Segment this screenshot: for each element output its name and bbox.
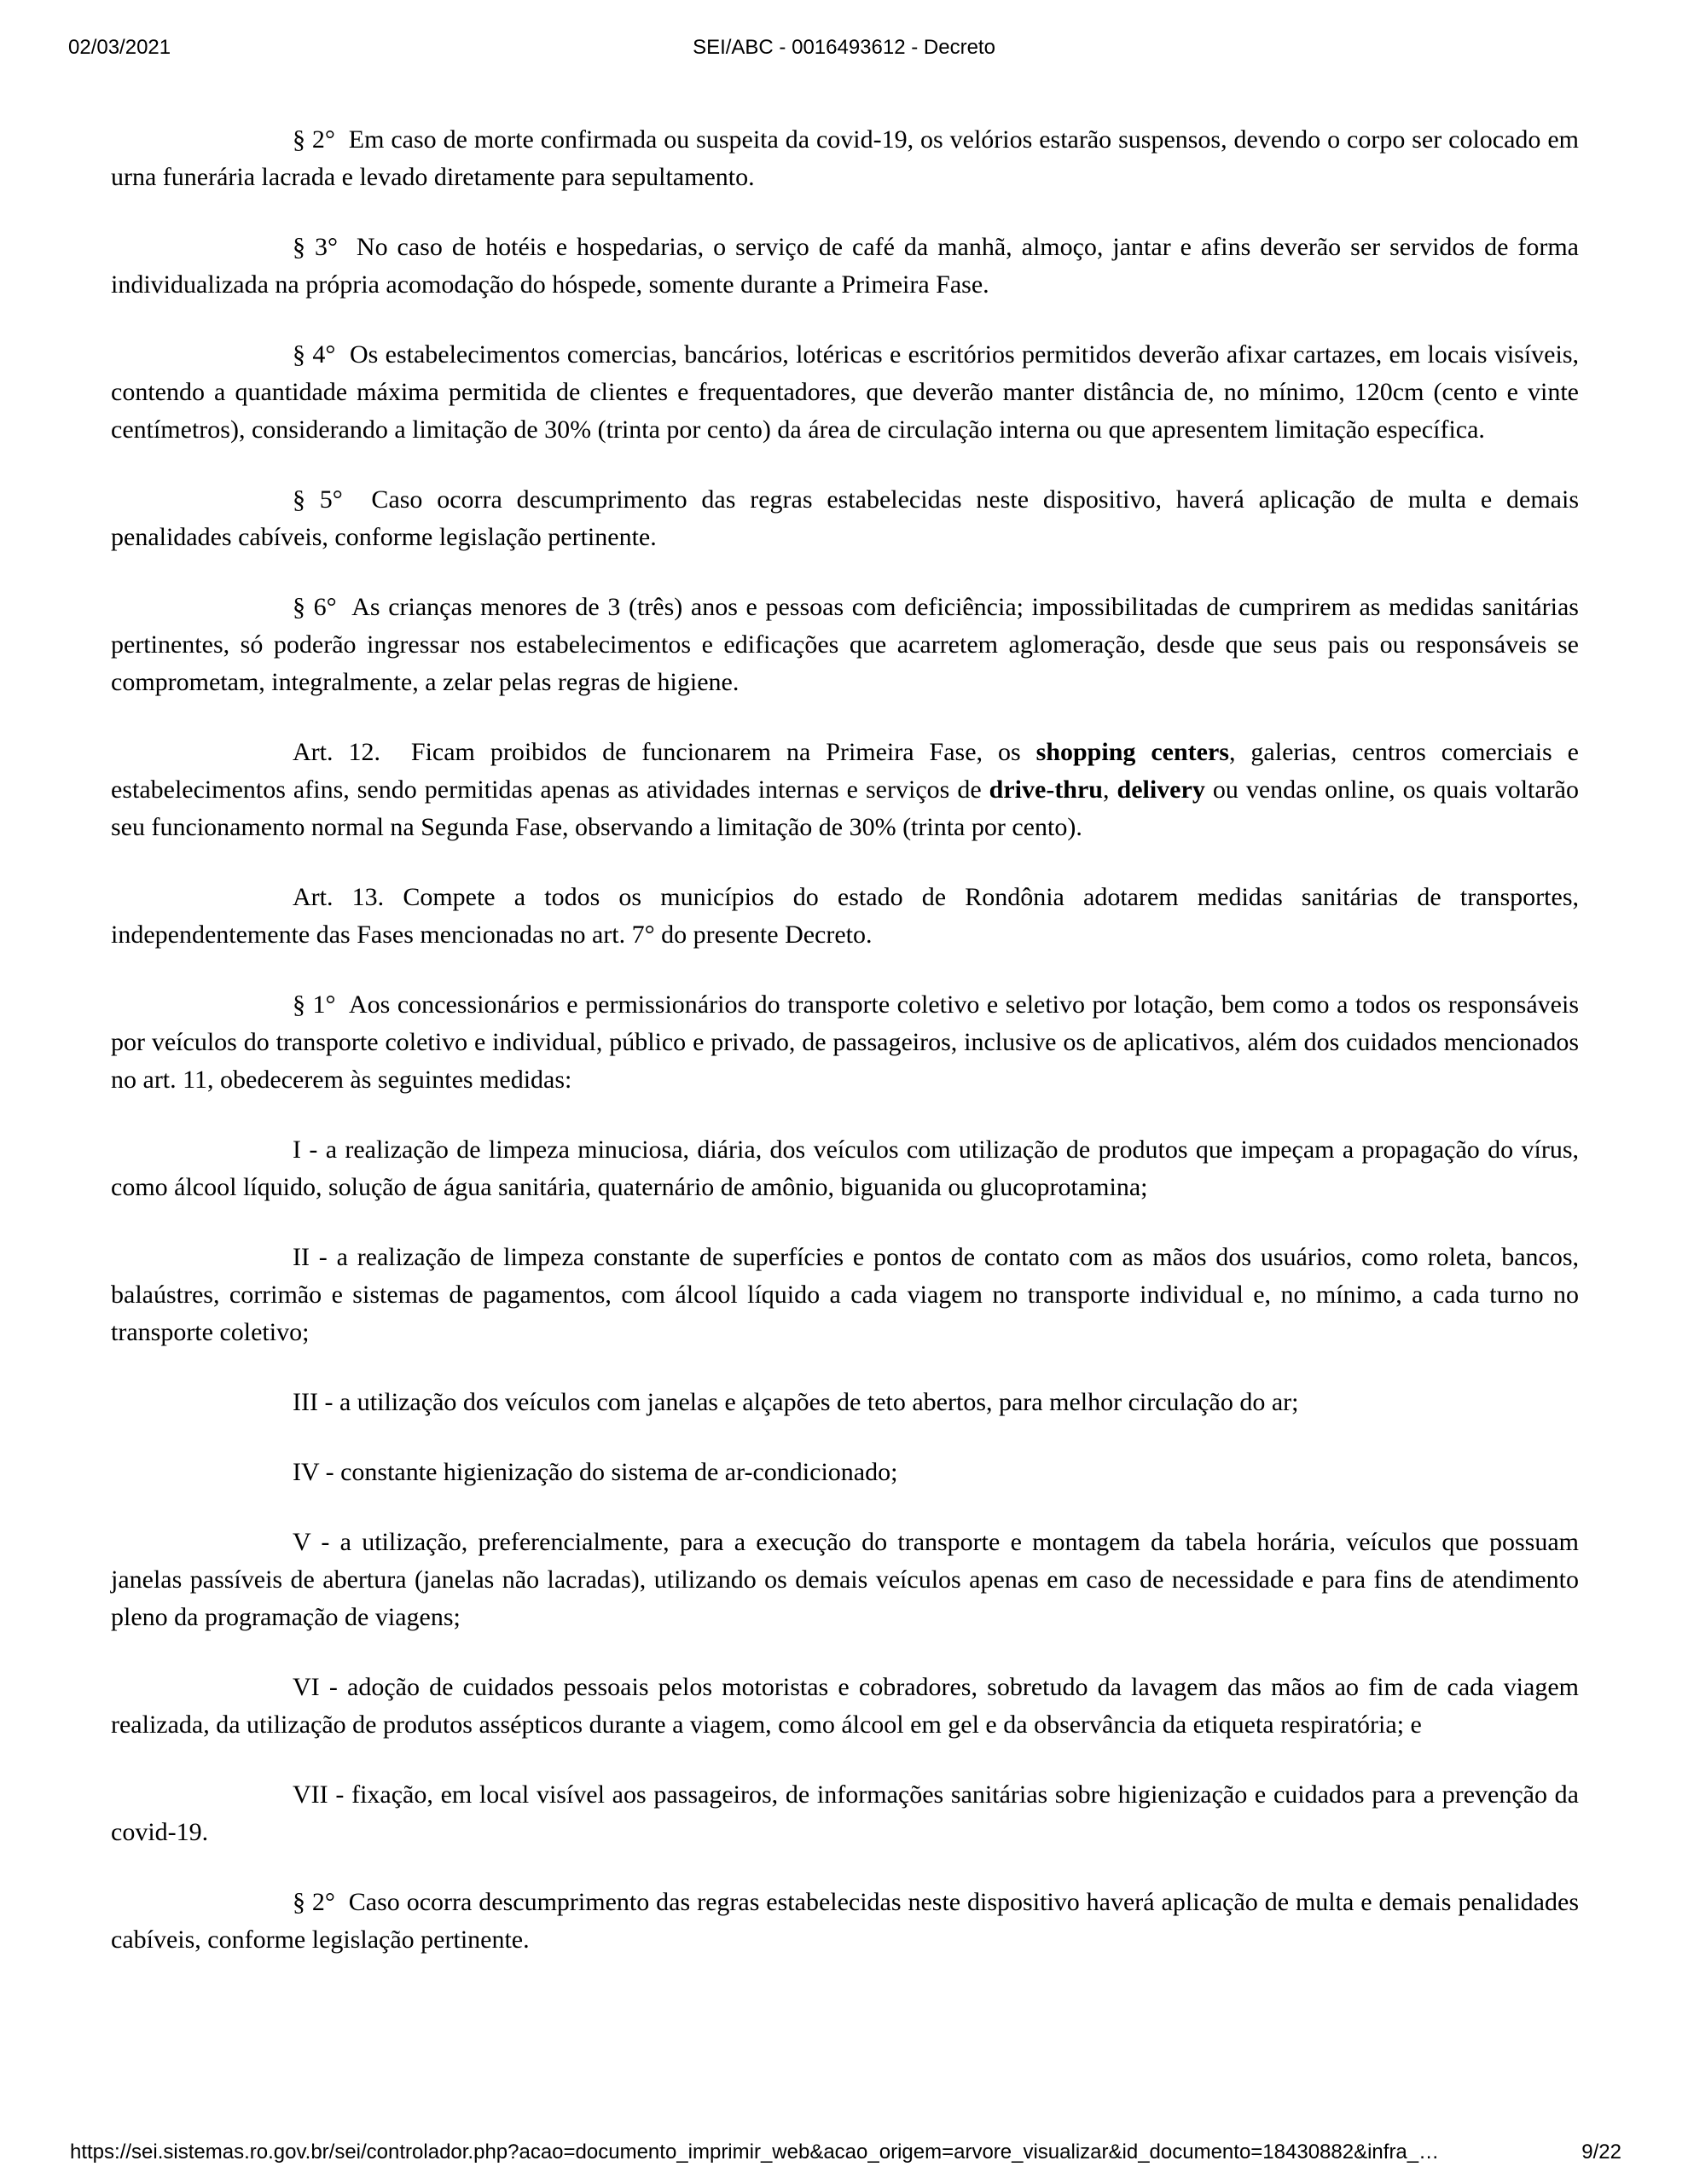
print-date: 02/03/2021 bbox=[68, 36, 171, 59]
text-run: § 2° Caso ocorra descumprimento das regras estabelecidas neste dispositivo haverá aplicação de multa e demais penalidades cabíveis, conforme legislação pertinente. bbox=[111, 1888, 1579, 1954]
paragraph bbox=[111, 1776, 1579, 1851]
text-run: § 6° As crianças menores de 3 (três) anos e pessoas com deficiência; impossibilitadas de cumprirem as medidas sanitárias pertinentes, só poderão ingressar nos estabelecimentos e edificações que acarretem aglomeração, desde que seus pais ou responsáveis se comprometam, integralmente, a zelar pelas regras de higiene. bbox=[111, 593, 1579, 696]
bold-text-run: shopping centers bbox=[1035, 738, 1229, 766]
text-run: I - a realização de limpeza minuciosa, diária, dos veículos com utilização de produtos que impeçam a propagação do vírus, como álcool líquido, solução de água sanitária, quaternário de amônio, biguanida ou glucoprotamina; bbox=[111, 1136, 1579, 1201]
print-header bbox=[68, 34, 1620, 61]
text-run: III - a utilização dos veículos com janelas e alçapões de teto abertos, para melhor circulação do ar; bbox=[293, 1388, 1299, 1416]
text-run: V - a utilização, preferencialmente, para a execução do transporte e montagem da tabela horária, veículos que possuam janelas passíveis de abertura (janelas não lacradas), utilizando os demais veículos apenas em caso de necessidade e para fins de atendimento pleno da programação de viagens; bbox=[111, 1528, 1579, 1631]
paragraph bbox=[111, 121, 1579, 196]
paragraph bbox=[111, 1454, 1579, 1491]
paragraph bbox=[111, 1884, 1579, 1959]
text-run: IV - constante higienização do sistema de ar-condicionado; bbox=[293, 1458, 898, 1486]
paragraph bbox=[111, 986, 1579, 1099]
paragraph bbox=[111, 1239, 1579, 1351]
print-footer bbox=[70, 2140, 1621, 2165]
text-run: § 2° Em caso de morte confirmada ou suspeita da covid-19, os velórios estarão suspensos, devendo o corpo ser colocado em urna funerária lacrada e levado diretamente para sepultamento. bbox=[111, 125, 1579, 191]
bold-text-run: drive-thru bbox=[989, 775, 1103, 804]
text-run: ou vendas online, os quais voltarão seu funcionamento normal na Segunda Fase, observando a limitação de 30% (trinta por cento). bbox=[111, 775, 1579, 841]
paragraph bbox=[111, 879, 1579, 954]
paragraph bbox=[111, 1524, 1579, 1636]
page-number: 9/22 bbox=[1581, 2140, 1621, 2164]
paragraph bbox=[111, 229, 1579, 304]
paragraph bbox=[111, 481, 1579, 556]
text-run: VI - adoção de cuidados pessoais pelos motoristas e cobradores, sobretudo da lavagem das mãos ao fim de cada viagem realizada, da utilização de produtos assépticos durante a viagem, como álcool em gel e da observância da etiqueta respiratória; e bbox=[111, 1673, 1579, 1739]
paragraph bbox=[111, 336, 1579, 449]
paragraph bbox=[111, 1669, 1579, 1744]
text-run: § 4° Os estabelecimentos comercias, bancários, lotéricas e escritórios permitidos deverão afixar cartazes, em locais visíveis, contendo a quantidade máxima permitida de clientes e frequentadores, que deverão manter distância de, no mínimo, 120cm (cento e vinte centímetros), considerando a limitação de 30% (trinta por cento) da área de circulação interna ou que apresentem limitação específica. bbox=[111, 340, 1579, 444]
text-run: Art. 12. Ficam proibidos de funcionarem na Primeira Fase, os bbox=[293, 738, 1036, 766]
paragraph bbox=[111, 589, 1579, 701]
paragraph bbox=[111, 734, 1579, 846]
text-run: VII - fixação, em local visível aos passageiros, de informações sanitárias sobre higienização e cuidados para a prevenção da covid-19. bbox=[111, 1780, 1579, 1846]
text-run: § 5° Caso ocorra descumprimento das regras estabelecidas neste dispositivo, haverá aplicação de multa e demais penalidades cabíveis, conforme legislação pertinente. bbox=[111, 485, 1579, 551]
text-run: § 3° No caso de hotéis e hospedarias, o serviço de café da manhã, almoço, jantar e afins deverão ser servidos de forma individualizada na própria acomodação do hóspede, somente durante a Primeira Fase. bbox=[111, 233, 1579, 299]
paragraph bbox=[111, 1384, 1579, 1421]
text-run: , galerias, centros comerciais e estabelecimentos afins, sendo permitidas apenas as atividades internas e serviços de bbox=[111, 738, 1579, 804]
text-run: II - a realização de limpeza constante de superfícies e pontos de contato com as mãos dos usuários, como roleta, bancos, balaústres, corrimão e sistemas de pagamentos, com álcool líquido a cada viagem no transporte individual e, no mínimo, a cada turno no transporte coletivo; bbox=[111, 1243, 1579, 1346]
source-url: https://sei.sistemas.ro.gov.br/sei/controlador.php?acao=documento_imprimir_web&acao_origem=arvore_visualizar&id_documento=18430882&infra_… bbox=[70, 2140, 1440, 2164]
bold-text-run: delivery bbox=[1117, 775, 1205, 804]
text-run: § 1° Aos concessionários e permissionários do transporte coletivo e seletivo por lotação, bem como a todos os responsáveis por veículos do transporte coletivo e individual, público e privado, de passageiros, inclusive os de aplicativos, além dos cuidados mencionados no art. 11, obedecerem às seguintes medidas: bbox=[111, 990, 1579, 1094]
document-body bbox=[111, 121, 1579, 1991]
text-run: , bbox=[1103, 775, 1117, 804]
text-run: Art. 13. Compete a todos os municípios do estado de Rondônia adotarem medidas sanitárias de transportes, independentemente das Fases mencionadas no art. 7° do presente Decreto. bbox=[111, 883, 1579, 949]
document-title: SEI/ABC - 0016493612 - Decreto bbox=[693, 36, 995, 59]
paragraph bbox=[111, 1131, 1579, 1206]
